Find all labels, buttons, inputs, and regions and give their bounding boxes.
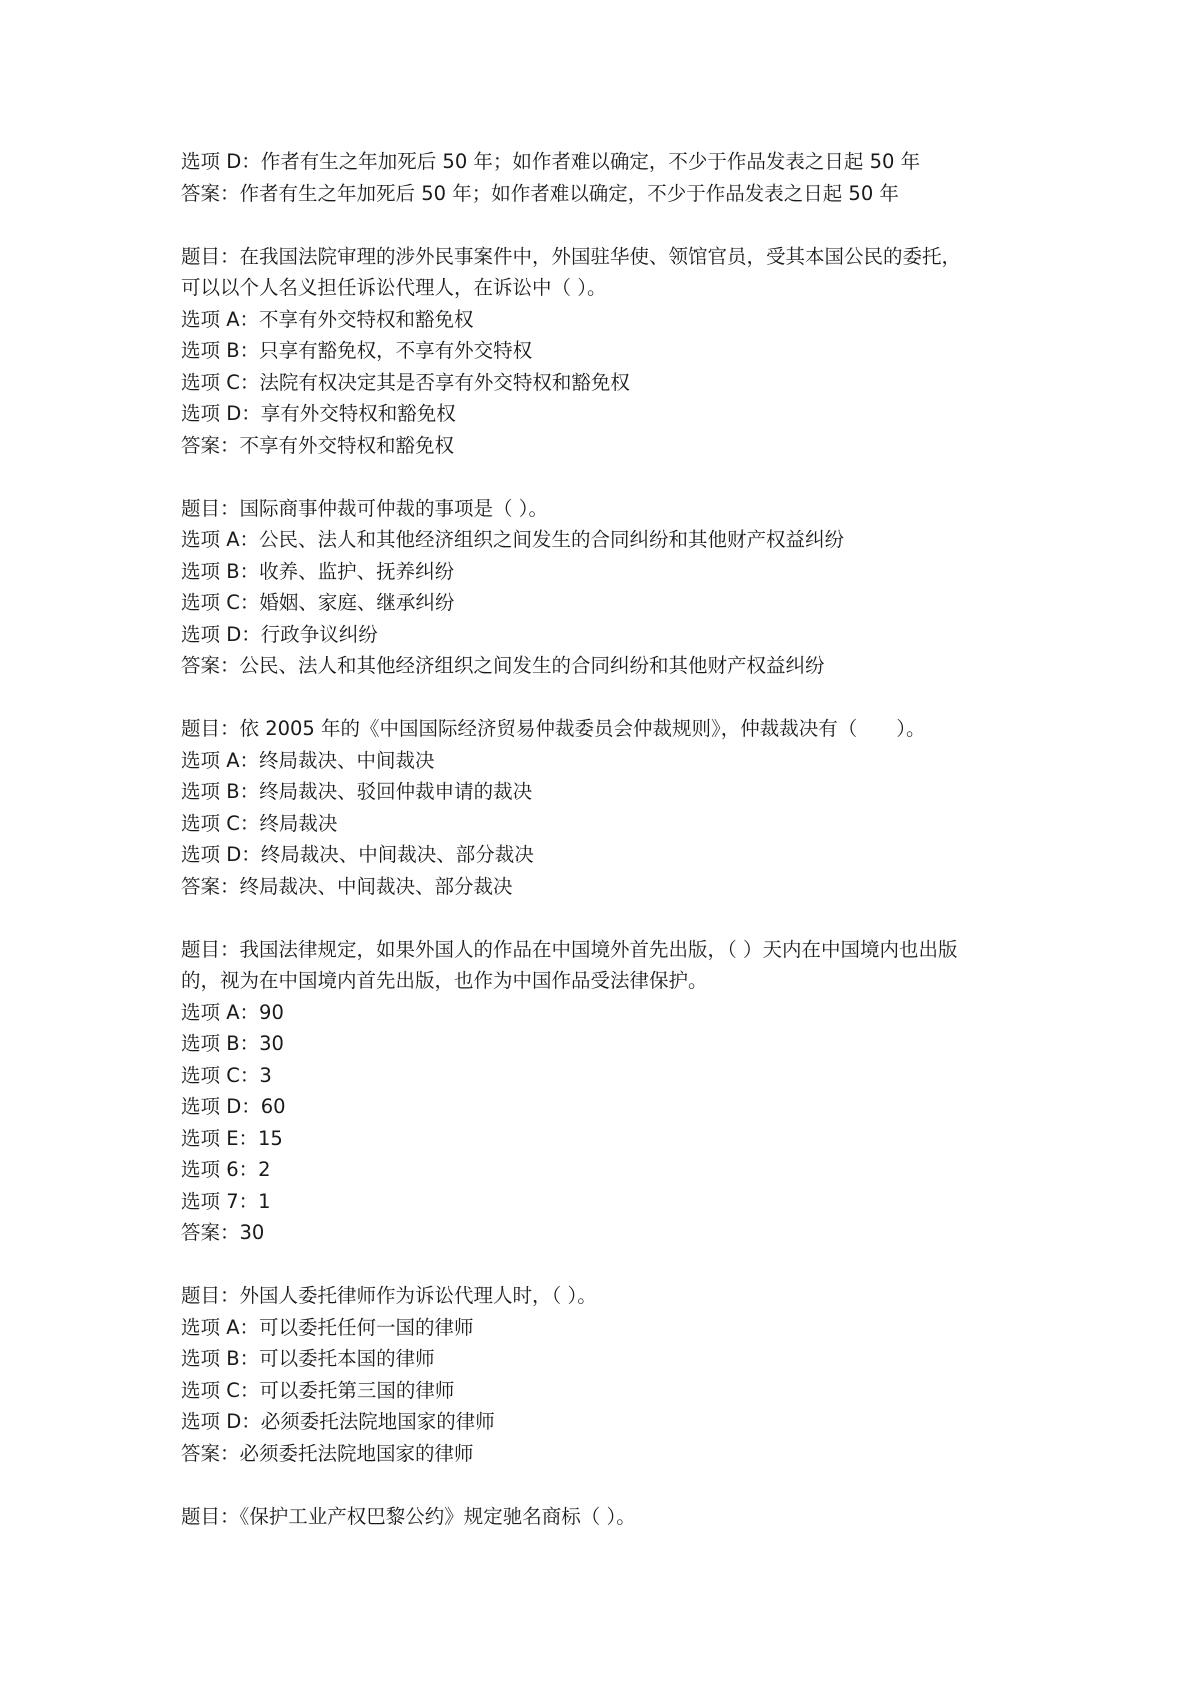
spacer [181, 1469, 1041, 1501]
spacer [181, 461, 1041, 493]
answer: 答案：必须委托法院地国家的律师 [181, 1441, 474, 1465]
option-c: 选项 C：终局裁决 [181, 811, 338, 835]
question-text: 题目：国际商事仲裁可仲裁的事项是（ ）。 [181, 496, 548, 520]
option-b: 选项 B：只享有豁免权，不享有外交特权 [181, 339, 533, 362]
answer: 答案：终局裁决、中间裁决、部分裁决 [181, 874, 513, 898]
question-block [181, 146, 1041, 209]
option-e: 选项 E：15 [181, 1126, 283, 1150]
option-b: 选项 B：终局裁决、驳回仲裁申请的裁决 [181, 780, 533, 803]
question-block [181, 1501, 1041, 1533]
question-block [181, 241, 1041, 462]
option-d: 选项 D：享有外交特权和豁免权 [181, 402, 456, 425]
question-text: 题目：外国人委托律师作为诉讼代理人时，（ ）。 [181, 1284, 597, 1307]
option-a: 选项 A：90 [181, 1000, 284, 1024]
option-d: 选项 D：作者有生之年加死后 50 年；如作者难以确定，不少于作品发表之日起 50 年 [181, 150, 921, 173]
question-block [181, 493, 1041, 682]
question-text: 题目：我国法律规定，如果外国人的作品在中国境外首先出版，（ ）天内在中国境内也出版 [181, 937, 958, 961]
answer: 答案：不享有外交特权和豁免权 [181, 433, 455, 457]
option-b: 选项 B：收养、监护、抚养纠纷 [181, 559, 455, 583]
option-c: 选项 C：可以委托第三国的律师 [181, 1378, 455, 1402]
option-7: 选项 7：1 [181, 1189, 271, 1213]
option-b: 选项 B：可以委托本国的律师 [181, 1347, 435, 1370]
question-text: 题目：《保护工业产权巴黎公约》规定驰名商标（ ）。 [181, 1504, 636, 1528]
option-a: 选项 A：公民、法人和其他经济组织之间发生的合同纠纷和其他财产权益纠纷 [181, 528, 845, 551]
spacer [181, 1249, 1041, 1281]
answer: 答案：30 [181, 1221, 265, 1244]
spacer [181, 209, 1041, 241]
question-block [181, 1280, 1041, 1469]
question-block [181, 713, 1041, 902]
option-6: 选项 6：2 [181, 1158, 271, 1181]
option-a: 选项 A：不享有外交特权和豁免权 [181, 307, 474, 331]
question-block [181, 934, 1041, 1249]
option-c: 选项 C：3 [181, 1063, 272, 1087]
question-text: 题目：依 2005 年的《中国国际经济贸易仲裁委员会仲裁规则》，仲裁裁决有（ ）。 [181, 717, 926, 740]
option-c: 选项 C：婚姻、家庭、继承纠纷 [181, 591, 455, 614]
option-a: 选项 A：可以委托任何一国的律师 [181, 1315, 474, 1339]
answer: 答案：公民、法人和其他经济组织之间发生的合同纠纷和其他财产权益纠纷 [181, 654, 825, 677]
option-a: 选项 A：终局裁决、中间裁决 [181, 748, 435, 772]
option-d: 选项 D：终局裁决、中间裁决、部分裁决 [181, 843, 534, 866]
option-b: 选项 B：30 [181, 1032, 284, 1055]
question-text: 题目：在我国法院审理的涉外民事案件中，外国驻华使、领馆官员，受其本国公民的委托， [181, 244, 962, 268]
answer: 答案：作者有生之年加死后 50 年；如作者难以确定，不少于作品发表之日起 50 年 [181, 181, 899, 205]
option-d: 选项 D：60 [181, 1095, 286, 1118]
option-d: 选项 D：必须委托法院地国家的律师 [181, 1410, 495, 1433]
spacer [181, 682, 1041, 714]
option-d: 选项 D：行政争议纠纷 [181, 622, 378, 646]
option-c: 选项 C：法院有权决定其是否享有外交特权和豁免权 [181, 370, 630, 394]
question-text-continued: 的，视为在中国境内首先出版，也作为中国作品受法律保护。 [181, 969, 708, 992]
document-page [181, 146, 1041, 1532]
spacer [181, 902, 1041, 934]
question-text-continued: 可以以个人名义担任诉讼代理人，在诉讼中（ ）。 [181, 276, 607, 299]
